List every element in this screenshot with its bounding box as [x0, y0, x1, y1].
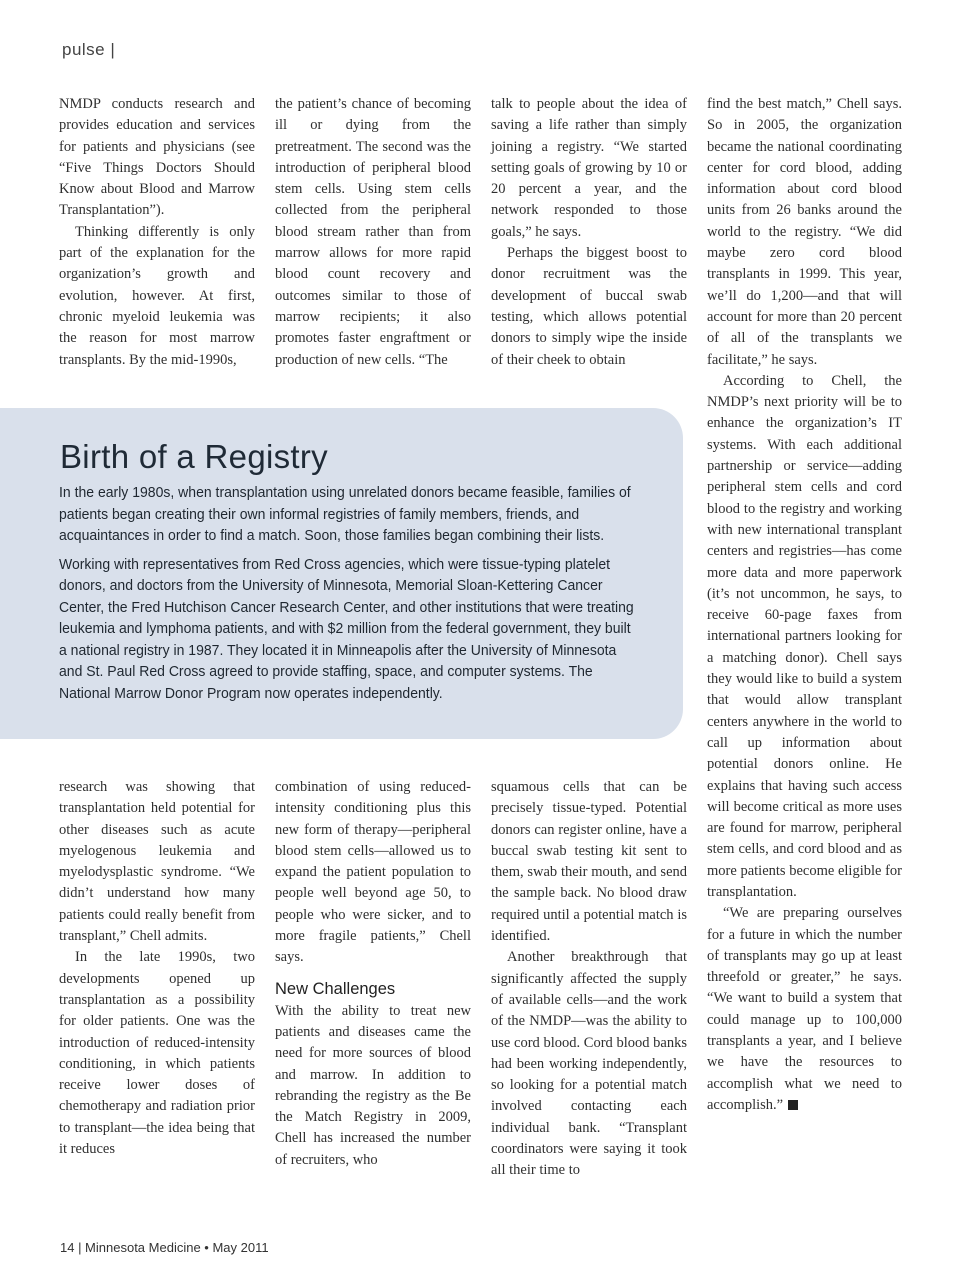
section-header: pulse | [62, 40, 116, 59]
column-1-bottom [59, 777, 255, 1160]
column-3-top [491, 94, 687, 371]
sidebar-title: Birth of a Registry [60, 438, 328, 475]
column-3-bottom [491, 777, 687, 1182]
page-footer: 14 | Minnesota Medicine • May 2011 [60, 1240, 269, 1255]
paragraph: squamous cells that can be precisely tissue-typed. Potential donors can register online, have a buccal swab testing kit sent to them, swab their mouth, and send the sample back. No blood draw required until a potential match is identified. [491, 779, 687, 945]
paragraph: combination of using reduced-intensity conditioning plus this new form of therapy—peripheral blood stem cells—allowed us to expand the patient population to people well beyond age 50, to people who were sicker, and to more fragile patients,” Chell says. [275, 779, 471, 966]
paragraph: Thinking differently is only part of the explanation for the organization’s growth and evolution, however. At first, chronic myeloid leukemia was the reason for most marrow transplants. By the mid-1990s, [59, 223, 255, 368]
paragraph: Perhaps the biggest boost to donor recruitment was the development of buccal swab testing, which allows potential donors to simply wipe the inside of their cheek to obtain [491, 245, 687, 368]
paragraph: NMDP conducts research and provides education and services for patients and physicians (see “Five Things Doctors Should Know about Blood and Marrow Transplantation”). [59, 96, 255, 219]
sidebar-paragraph: Working with representatives from Red Cross agencies, which were tissue-typing platelet donors, and doctors from the University of Minnesota, Memorial Sloan-Kettering Cancer Center, the Fred Hutchison Cancer Research Center, and other institutions that were treating leukemia and lymphoma patients, and with $2 million from the federal government, they built a national registry in 1987. They located it in Minneapolis after the University of Minnesota and St. Paul Red Cross agreed to provide staffing, space, and computer systems. The National Marrow Donor Program now operates independently. [59, 556, 634, 702]
paragraph: find the best match,” Chell says. So in 2005, the organization became the national coordinating center for cord blood, adding information about cord blood units from 26 banks around the world to the registry. “We did maybe zero cord blood transplants in 1999. This year, we’ll do 1,200—and that will account for more than 20 percent of all of the transplants we facilitate,” he says. [707, 96, 902, 368]
paragraph-text: “We are preparing ourselves for a future in which the number of transplants may go up at least threefold or greater,” he says. “We want to build a system that could manage up to 100,000 transplants a year, and I believe we have the resources to accomplish what we need to accomplish.” [707, 905, 902, 1113]
subheading: New Challenges [275, 979, 396, 998]
paragraph: In the late 1990s, two developments opened up transplantation as a possibility for older patients. One was the introduction of reduced-intensity conditioning, in which patients receive lower doses of chemotherapy and radiation prior to transplant—the idea being that it reduces [59, 949, 255, 1158]
column-4 [707, 94, 902, 1116]
column-2-top [275, 94, 471, 371]
paragraph: the patient’s chance of becoming ill or dying from the pretreatment. The second was the introduction of peripheral blood stem cells. Using stem cells collected from the peripheral blood stream rather than from marrow allows for more rapid blood count recovery and outcomes similar to those of marrow recipients; it also promotes faster engraftment or production of new cells. “The [275, 96, 471, 368]
paragraph: talk to people about the idea of saving a life rather than simply joining a registry. “We started setting goals of growing by 10 or 20 percent a year, and the network responded to those goals,” he says. [491, 96, 687, 240]
paragraph: According to Chell, the NMDP’s next priority will be to enhance the organization’s IT systems. With each additional partnership or service—adding peripheral stem cells and cord blood to the registry and working with new international transplant centers and registries—has come more data and more paperwork (it’s not uncommon, he says, to receive 60-page faxes from international partners looking for a matching donor). Chell says they would like to build a system that would allow transplant centers anywhere in the world to call up information about potential donors online. He explains that having such access will become critical as more uses are found for marrow, peripheral stem cells, and cord blood and as more patients become eligible for transplantation. [707, 372, 902, 900]
column-1-top [59, 94, 255, 371]
paragraph: With the ability to treat new patients and diseases came the need for more sources of blood and marrow. In addition to rebranding the registry as the Be the Match Registry in 2009, Chell has increased the number of recruiters, who [275, 1002, 471, 1168]
column-2-bottom [275, 777, 471, 1171]
paragraph [707, 903, 902, 1116]
paragraph: Another breakthrough that significantly affected the supply of available cells—and the work of the NMDP—was the ability to use cord blood. Cord blood banks had been working independently, so looking for a potential match involved contacting each individual bank. “Transplant coordinators were saying it took all their time to [491, 949, 687, 1179]
end-mark-icon [788, 1100, 798, 1110]
sidebar-paragraph: In the early 1980s, when transplantation using unrelated donors became feasible, families of patients began creating their own informal registries of family members, friends, and acquaintances in order to find a match. Soon, those families began combining their lists. [59, 485, 631, 544]
paragraph: research was showing that transplantation held potential for other diseases such as acute myelogenous leukemia and myelodysplastic syndrome. “We didn’t understand how many patients could really benefit from transplant,” Chell admits. [59, 779, 255, 945]
sidebar-body [59, 483, 635, 712]
